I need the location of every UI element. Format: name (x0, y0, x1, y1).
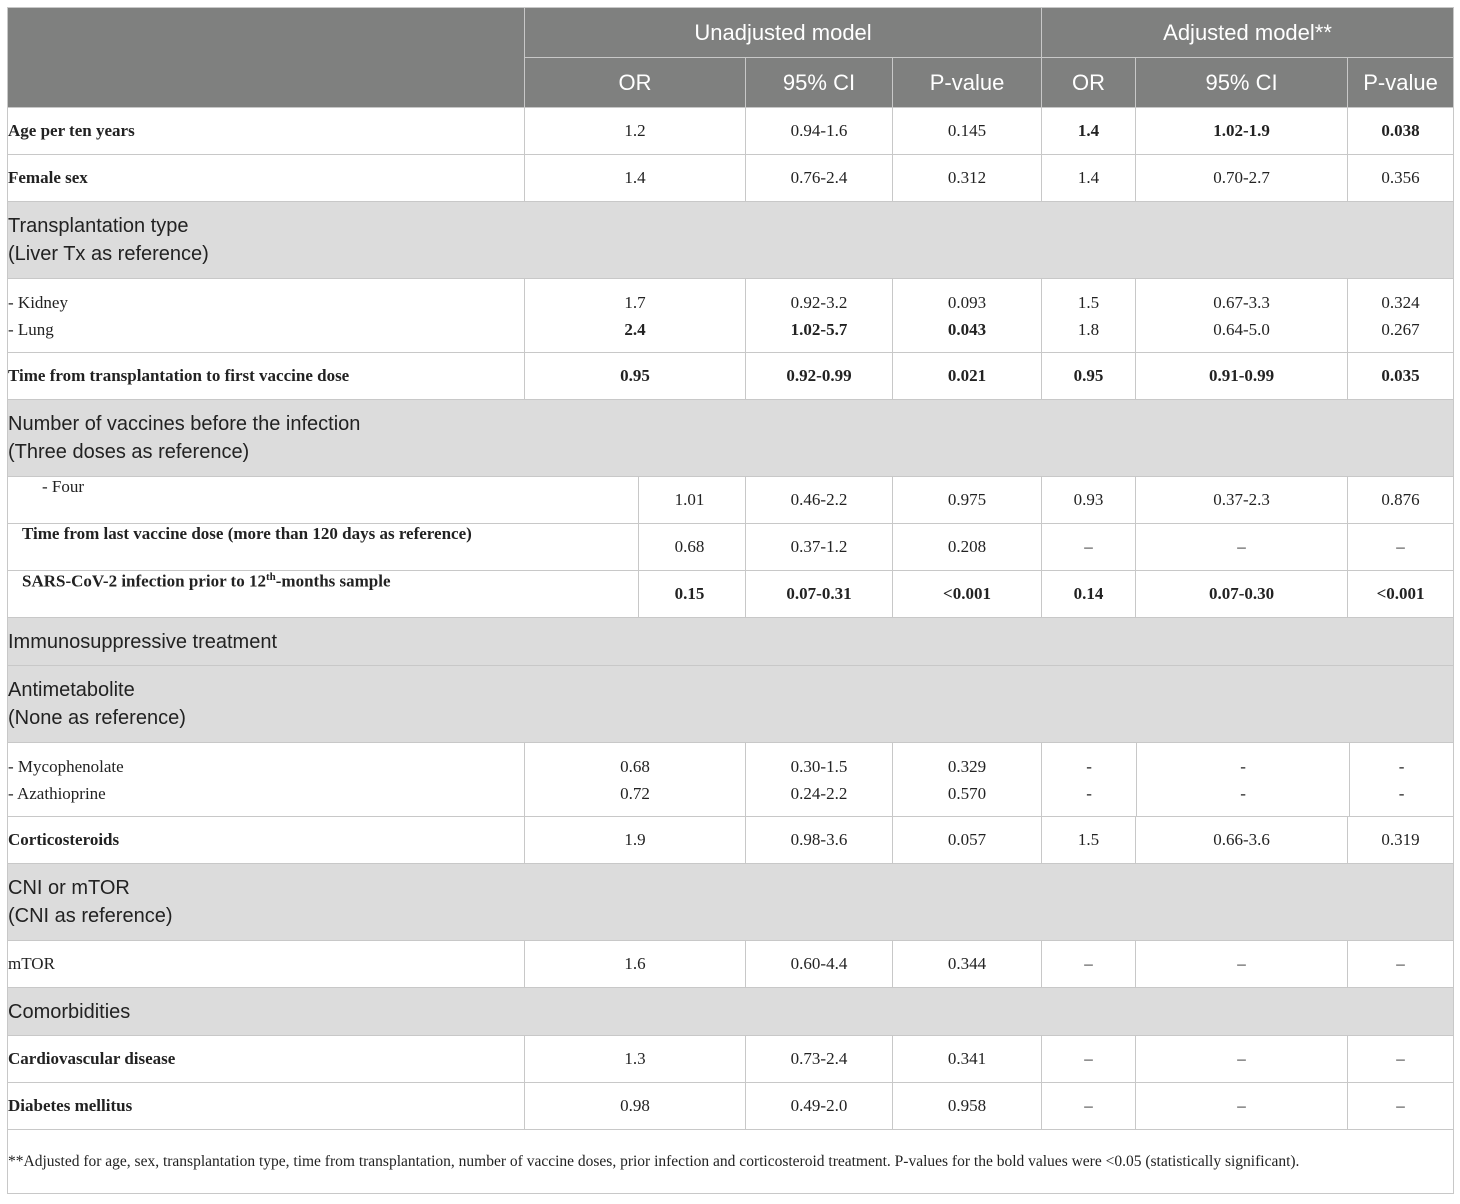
row-label: Time from transplantation to first vaccine dose (8, 353, 525, 400)
adjusted-p (1349, 743, 1453, 816)
section-number-of-vaccines (8, 400, 1454, 477)
adjusted-ci: – (1136, 524, 1348, 571)
adjusted-ci (1136, 279, 1348, 353)
adjusted-or: 1.5 (1042, 817, 1136, 864)
adjusted-p: – (1348, 524, 1454, 571)
adjusted-ci: – (1136, 1083, 1348, 1130)
row-label (8, 279, 525, 353)
header-adjusted-model: Adjusted model** (1042, 8, 1454, 58)
section-comorbidities (8, 988, 1454, 1036)
lung-u-ci: 1.02-5.7 (790, 319, 848, 339)
unadjusted-p: 0.021 (893, 353, 1042, 400)
myco-label: - Mycophenolate (8, 756, 124, 776)
row-label: Age per ten years (8, 108, 525, 155)
lung-a-ci: 0.64-5.0 (1213, 319, 1270, 339)
row-label: Time from last vaccine dose (more than 120 days as reference) (22, 524, 472, 543)
myco-u-p: 0.329 (947, 756, 987, 776)
unadjusted-or: 0.68 (638, 524, 740, 570)
row-label: Cardiovascular disease (8, 1036, 525, 1083)
row-label-split (8, 571, 746, 618)
adjusted-ci: 0.07-0.30 (1136, 571, 1348, 618)
adjusted-p: – (1348, 941, 1454, 988)
lung-a-or: 1.8 (1077, 319, 1100, 339)
label-superscript: th (265, 571, 276, 583)
myco-u-or: 0.68 (620, 756, 650, 776)
adjusted-ci: 0.66-3.6 (1136, 817, 1348, 864)
aza-u-ci: 0.24-2.2 (790, 783, 848, 803)
header-adjusted-ci: 95% CI (1136, 58, 1348, 108)
table-row-last-dose (8, 524, 1454, 571)
unadjusted-p: 0.958 (893, 1083, 1042, 1130)
unadjusted-ci: 0.37-1.2 (746, 524, 893, 571)
adjusted-or: 1.4 (1042, 155, 1136, 202)
myco-a-ci: - (1240, 756, 1246, 776)
unadjusted-p (893, 279, 1042, 353)
aza-label: - Azathioprine (8, 783, 106, 803)
header-adjusted-or: OR (1042, 58, 1136, 108)
row-label: mTOR (8, 941, 525, 988)
adjusted-ci: – (1136, 1036, 1348, 1083)
label-post: -months sample (275, 571, 391, 591)
section-line2: (None as reference) (8, 707, 186, 729)
unadjusted-p (893, 743, 1042, 817)
unadjusted-ci: 0.07-0.31 (746, 571, 893, 618)
unadjusted-p: 0.057 (893, 817, 1042, 864)
adjusted-p: 0.319 (1348, 817, 1454, 864)
adjusted-p: 0.035 (1348, 353, 1454, 400)
table-footnote-row (8, 1130, 1454, 1194)
unadjusted-p: 0.145 (893, 108, 1042, 155)
unadjusted-ci: 0.73-2.4 (746, 1036, 893, 1083)
section-label: Immunosuppressive treatment (8, 618, 1454, 666)
aza-a-or: - (1086, 783, 1092, 803)
header-group-row (8, 8, 1454, 58)
section-label (8, 400, 1454, 477)
unadjusted-or: 1.9 (525, 817, 746, 864)
kidney-a-ci: 0.67-3.3 (1213, 292, 1270, 312)
unadjusted-p: 0.975 (893, 477, 1042, 524)
table-row-time-tx (8, 353, 1454, 400)
section-transplantation-type (8, 202, 1454, 279)
row-label-split (8, 524, 746, 571)
table-row-corticosteroids (8, 817, 1454, 864)
header-adjusted-p: P-value (1348, 58, 1454, 108)
adjusted-or: 1.4 (1042, 108, 1136, 155)
row-label: Diabetes mellitus (8, 1083, 525, 1130)
unadjusted-ci: 0.49-2.0 (746, 1083, 893, 1130)
table-row-cvd (8, 1036, 1454, 1083)
lung-u-p: 0.043 (947, 319, 987, 339)
adjusted-or: 0.95 (1042, 353, 1136, 400)
section-line2: (Three doses as reference) (8, 441, 250, 463)
kidney-u-p: 0.093 (947, 292, 987, 312)
aza-u-p: 0.570 (947, 783, 987, 803)
section-label (8, 202, 1454, 279)
adjusted-or: – (1042, 1083, 1136, 1130)
table-row-mtor (8, 941, 1454, 988)
adjusted-ci (1136, 743, 1349, 816)
table-row-myco-aza (8, 743, 1454, 817)
section-line1: Number of vaccines before the infection (8, 413, 361, 435)
aza-a-ci: - (1240, 783, 1246, 803)
unadjusted-or: 0.95 (525, 353, 746, 400)
section-cni-mtor (8, 864, 1454, 941)
adjusted-p: – (1348, 1036, 1454, 1083)
unadjusted-p: 0.208 (893, 524, 1042, 571)
header-unadjusted-ci: 95% CI (746, 58, 893, 108)
unadjusted-or (525, 743, 746, 817)
header-unadjusted-model: Unadjusted model (525, 8, 1042, 58)
header-blank (8, 8, 525, 108)
header-unadjusted-p: P-value (893, 58, 1042, 108)
section-antimetabolite (8, 666, 1454, 743)
unadjusted-ci (746, 279, 893, 353)
table-row-kidney-lung (8, 279, 1454, 353)
unadjusted-ci: 0.94-1.6 (746, 108, 893, 155)
kidney-label: - Kidney (8, 292, 68, 312)
adjusted-p: 0.876 (1348, 477, 1454, 524)
adjusted-or (1042, 743, 1136, 816)
row-label: Female sex (8, 155, 525, 202)
unadjusted-ci: 0.98-3.6 (746, 817, 893, 864)
lung-a-p: 0.267 (1381, 319, 1420, 339)
aza-u-or: 0.72 (620, 783, 650, 803)
unadjusted-p: 0.341 (893, 1036, 1042, 1083)
myco-a-or: - (1086, 756, 1092, 776)
adjusted-or: – (1042, 1036, 1136, 1083)
myco-u-ci: 0.30-1.5 (790, 756, 848, 776)
unadjusted-ci: 0.60-4.4 (746, 941, 893, 988)
unadjusted-or: 1.6 (525, 941, 746, 988)
section-line1: Transplantation type (8, 215, 189, 237)
adjusted-p: 0.038 (1348, 108, 1454, 155)
kidney-u-or: 1.7 (624, 292, 646, 312)
adjusted-or: – (1042, 524, 1136, 571)
adjusted-p: <0.001 (1348, 571, 1454, 618)
kidney-a-p: 0.324 (1381, 292, 1420, 312)
section-line1: Antimetabolite (8, 679, 135, 701)
table-row-prior-infection (8, 571, 1454, 618)
row-label (8, 743, 525, 817)
adjusted-ci: – (1136, 941, 1348, 988)
unadjusted-or (525, 279, 746, 353)
section-immunosuppressive (8, 618, 1454, 666)
unadjusted-or: 1.01 (638, 477, 740, 523)
adjusted-or: 0.14 (1042, 571, 1136, 618)
unadjusted-p: 0.312 (893, 155, 1042, 202)
unadjusted-p: 0.344 (893, 941, 1042, 988)
section-label (8, 666, 1454, 743)
row-label: - Four (42, 477, 85, 496)
unadjusted-or: 1.2 (525, 108, 746, 155)
row-label-split (8, 477, 746, 524)
adjusted-ci: 1.02-1.9 (1136, 108, 1348, 155)
results-table (7, 7, 1454, 1194)
table-footnote: **Adjusted for age, sex, transplantation type, time from transplantation, number of vaccine doses, prior infection and corticosteroid treatment. P-values for the bold values were <0.05 (statistically significant). (8, 1130, 1454, 1194)
unadjusted-or: 0.98 (525, 1083, 746, 1130)
unadjusted-ci: 0.92-0.99 (746, 353, 893, 400)
myco-a-p: - (1398, 756, 1405, 776)
section-label: Comorbidities (8, 988, 1454, 1036)
adjusted-ci: 0.70-2.7 (1136, 155, 1348, 202)
unadjusted-or: 0.15 (638, 571, 740, 617)
unadjusted-p: <0.001 (893, 571, 1042, 618)
adjusted-split (1042, 743, 1454, 817)
header-unadjusted-or: OR (525, 58, 746, 108)
kidney-u-ci: 0.92-3.2 (790, 292, 848, 312)
unadjusted-ci: 0.76-2.4 (746, 155, 893, 202)
kidney-a-or: 1.5 (1077, 292, 1100, 312)
unadjusted-ci: 0.46-2.2 (746, 477, 893, 524)
section-label (8, 864, 1454, 941)
table-row-female (8, 155, 1454, 202)
adjusted-or (1042, 279, 1136, 353)
row-label: Corticosteroids (8, 817, 525, 864)
aza-a-p: - (1398, 783, 1405, 803)
lung-label: - Lung (8, 319, 54, 339)
section-line1: CNI or mTOR (8, 877, 130, 899)
section-line2: (Liver Tx as reference) (8, 243, 209, 265)
label-pre: SARS-CoV-2 infection prior to 12 (22, 571, 266, 591)
lung-u-or: 2.4 (624, 319, 646, 339)
adjusted-p: – (1348, 1083, 1454, 1130)
table-row-age (8, 108, 1454, 155)
row-label (8, 571, 638, 617)
adjusted-p (1348, 279, 1454, 353)
adjusted-ci: 0.91-0.99 (1136, 353, 1348, 400)
table-row-dm (8, 1083, 1454, 1130)
unadjusted-or: 1.4 (525, 155, 746, 202)
adjusted-or: 0.93 (1042, 477, 1136, 524)
adjusted-ci: 0.37-2.3 (1136, 477, 1348, 524)
unadjusted-ci (746, 743, 893, 817)
unadjusted-or: 1.3 (525, 1036, 746, 1083)
adjusted-p: 0.356 (1348, 155, 1454, 202)
adjusted-or: – (1042, 941, 1136, 988)
table-row-four (8, 477, 1454, 524)
section-line2: (CNI as reference) (8, 905, 173, 927)
